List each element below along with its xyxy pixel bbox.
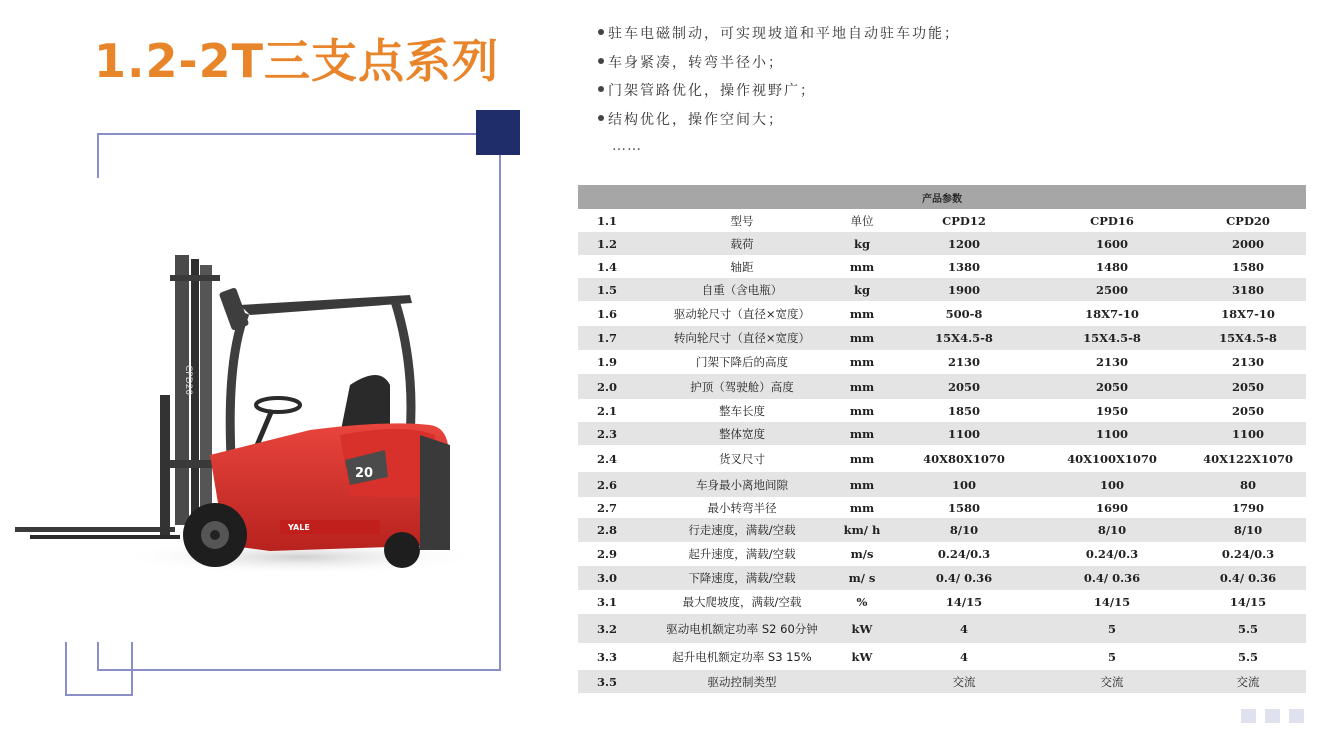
spec-cell-cpd20: 2000 xyxy=(1190,232,1306,255)
spec-cell-cpd20: 2050 xyxy=(1232,403,1265,418)
table-row xyxy=(578,399,1306,422)
spec-cell-cpd20: 5.5 xyxy=(1190,614,1306,643)
spec-cell-item: 整体宽度 xyxy=(654,422,830,445)
table-row xyxy=(578,326,1306,350)
feature-text: 驻车电磁制动，可实现坡道和平地自动驻车功能； xyxy=(608,26,960,42)
frame-left-bottom-stub xyxy=(97,642,99,671)
spec-cell-cpd16: 1950 xyxy=(1095,403,1128,418)
spec-cell-no: 1.5 xyxy=(578,278,654,301)
table-row xyxy=(578,422,1306,445)
svg-text:CPD20: CPD20 xyxy=(183,365,193,396)
forklift-badge-text: 20 xyxy=(355,466,374,481)
spec-cell-no: 2.7 xyxy=(597,500,618,515)
spec-cell-unit: kg xyxy=(830,278,894,301)
spec-cell-no: 2.0 xyxy=(578,374,654,399)
spec-cell-cpd12: 1580 xyxy=(947,500,980,515)
spec-cell-cpd16: CPD16 xyxy=(1090,213,1134,228)
spec-cell-no: 2.3 xyxy=(578,422,654,445)
spec-cell-unit: m/ s xyxy=(830,566,894,590)
table-row xyxy=(578,301,1306,326)
spec-cell-no: 2.1 xyxy=(597,403,618,418)
spec-cell-no: 1.7 xyxy=(578,326,654,350)
spec-cell-cpd20: 1100 xyxy=(1190,422,1306,445)
spec-cell-unit: km/ h xyxy=(830,518,894,542)
spec-cell-cpd16: 1480 xyxy=(1095,259,1128,274)
spec-cell-item: 自重（含电瓶） xyxy=(654,278,830,301)
spec-cell-unit: mm xyxy=(830,374,894,399)
page-dot xyxy=(1265,709,1280,723)
spec-cell-cpd12: 15X4.5-8 xyxy=(894,326,1034,350)
spec-cell-no: 2.4 xyxy=(597,451,618,466)
table-row xyxy=(578,232,1306,255)
spec-cell-cpd16: 0.24/0.3 xyxy=(1085,547,1139,561)
table-row xyxy=(578,590,1306,614)
spec-cell-no: 2.6 xyxy=(578,472,654,497)
table-row xyxy=(578,614,1306,643)
spec-cell-item: 型号 xyxy=(730,213,754,228)
feature-text: 门架管路优化，操作视野广； xyxy=(608,83,816,99)
spec-cell-cpd20: 15X4.5-8 xyxy=(1190,326,1306,350)
table-row xyxy=(578,278,1306,301)
spec-cell-unit: mm xyxy=(849,355,875,369)
feature-text: 车身紧凑，转弯半径小； xyxy=(608,54,784,71)
spec-cell-no: 3.2 xyxy=(578,614,654,643)
spec-cell-unit: mm xyxy=(849,500,875,515)
corner-bracket-vertical-right xyxy=(131,642,133,696)
spec-cell-no: 1.2 xyxy=(578,232,654,255)
table-row xyxy=(578,670,1306,693)
spec-cell-cpd20: 0.4/ 0.36 xyxy=(1190,566,1306,590)
spec-cell-unit: mm xyxy=(849,451,875,466)
feature-more-ellipsis: …… xyxy=(612,138,642,154)
table-row xyxy=(578,497,1306,518)
spec-cell-unit: mm xyxy=(849,403,875,418)
spec-cell-cpd12: 14/15 xyxy=(945,595,983,609)
spec-cell-item: 最小转弯半径 xyxy=(707,500,777,515)
spec-cell-item: 轴距 xyxy=(730,259,754,274)
spec-cell-cpd16: 1690 xyxy=(1095,500,1128,515)
feature-item xyxy=(598,106,960,135)
frame-left-stub xyxy=(97,133,99,178)
spec-cell-item: 驱动控制类型 xyxy=(654,670,830,693)
spec-cell-cpd12: 4 xyxy=(894,614,1034,643)
spec-cell-no: 1.6 xyxy=(597,306,618,321)
table-row xyxy=(578,542,1306,566)
spec-cell-item: 护顶（驾驶舱）高度 xyxy=(654,374,830,399)
feature-item xyxy=(598,20,960,49)
table-row xyxy=(578,472,1306,497)
spec-table xyxy=(578,185,1306,693)
spec-cell-no: 3.0 xyxy=(578,566,654,590)
spec-cell-cpd12: CPD12 xyxy=(942,213,986,228)
spec-cell-cpd16: 2050 xyxy=(1034,374,1190,399)
spec-cell-cpd20: CPD20 xyxy=(1226,213,1270,228)
spec-cell-cpd12: 100 xyxy=(894,472,1034,497)
spec-cell-cpd16: 15X4.5-8 xyxy=(1034,326,1190,350)
spec-cell-cpd20: 14/15 xyxy=(1229,595,1267,609)
spec-cell-item: 下降速度，满载/空载 xyxy=(654,566,830,590)
page-dot xyxy=(1289,709,1304,723)
spec-cell-cpd20: 5.5 xyxy=(1238,649,1259,664)
spec-cell-cpd20: 40X122X1070 xyxy=(1203,451,1293,466)
feature-list xyxy=(598,20,960,134)
spec-cell-item: 行走速度，满载/空载 xyxy=(654,518,830,542)
spec-cell-item: 起升速度，满载/空载 xyxy=(688,547,796,561)
frame-right-line xyxy=(499,133,501,671)
spec-cell-item: 门架下降后的高度 xyxy=(696,355,788,369)
spec-cell-cpd12: 4 xyxy=(959,649,968,664)
feature-item xyxy=(598,77,960,106)
table-row xyxy=(578,643,1306,670)
spec-cell-cpd20: 1790 xyxy=(1232,500,1265,515)
forklift-logo-text: YALE xyxy=(288,523,310,532)
spec-cell-cpd12: 1850 xyxy=(947,403,980,418)
spec-cell-unit: mm xyxy=(849,259,875,274)
spec-cell-cpd16: 8/10 xyxy=(1034,518,1190,542)
spec-cell-cpd20: 2130 xyxy=(1232,355,1265,369)
spec-cell-no: 2.9 xyxy=(597,547,618,561)
spec-cell-cpd16: 1100 xyxy=(1034,422,1190,445)
spec-cell-unit: kg xyxy=(830,232,894,255)
spec-cell-unit: mm xyxy=(849,306,875,321)
spec-table-caption: 产品参数 xyxy=(578,185,1306,209)
spec-cell-cpd16: 100 xyxy=(1034,472,1190,497)
spec-cell-cpd16: 交流 xyxy=(1034,670,1190,693)
spec-cell-cpd20: 2050 xyxy=(1190,374,1306,399)
spec-cell-cpd12: 0.4/ 0.36 xyxy=(894,566,1034,590)
spec-cell-cpd16: 5 xyxy=(1107,649,1116,664)
spec-cell-no: 3.1 xyxy=(597,595,618,609)
spec-table-caption-row xyxy=(578,185,1306,209)
spec-cell-item: 转向轮尺寸（直径×宽度） xyxy=(654,326,830,350)
spec-cell-cpd12: 1100 xyxy=(894,422,1034,445)
spec-cell-item: 车身最小离地间隙 xyxy=(654,472,830,497)
spec-cell-cpd20: 8/10 xyxy=(1190,518,1306,542)
table-row xyxy=(578,350,1306,374)
spec-cell-no: 1.9 xyxy=(597,355,618,369)
spec-cell-item: 驱动轮尺寸（直径×宽度） xyxy=(673,306,811,321)
spec-cell-cpd16: 5 xyxy=(1034,614,1190,643)
page-indicator xyxy=(1241,709,1304,723)
spec-cell-item: 整车长度 xyxy=(719,403,765,418)
spec-cell-unit: 单位 xyxy=(850,213,874,228)
spec-cell-cpd16: 14/15 xyxy=(1093,595,1131,609)
spec-cell-cpd12: 1380 xyxy=(947,259,980,274)
table-row xyxy=(578,566,1306,590)
spec-cell-no: 3.3 xyxy=(597,649,618,664)
spec-cell-item: 起升电机额定功率 S3 15% xyxy=(672,649,812,664)
spec-cell-unit xyxy=(830,670,894,693)
spec-cell-cpd20: 3180 xyxy=(1190,278,1306,301)
table-row xyxy=(578,518,1306,542)
table-row xyxy=(578,209,1306,232)
spec-cell-cpd20: 0.24/0.3 xyxy=(1221,547,1275,561)
forklift-image xyxy=(10,245,480,585)
page-title: 1.2-2T三支点系列 xyxy=(94,34,499,88)
table-row xyxy=(578,255,1306,278)
spec-cell-cpd20: 交流 xyxy=(1190,670,1306,693)
spec-cell-unit: % xyxy=(856,595,868,609)
page-dot xyxy=(1241,709,1256,723)
frame-bottom-line xyxy=(97,669,501,671)
spec-cell-cpd16: 2130 xyxy=(1095,355,1128,369)
spec-cell-unit: mm xyxy=(830,326,894,350)
spec-cell-cpd12: 40X80X1070 xyxy=(923,451,1005,466)
spec-cell-item: 驱动电机额定功率 S2 60分钟 xyxy=(654,614,830,643)
spec-cell-cpd12: 500-8 xyxy=(945,306,983,321)
table-row xyxy=(578,445,1306,472)
spec-cell-cpd16: 18X7-10 xyxy=(1085,306,1139,321)
table-row xyxy=(578,374,1306,399)
spec-cell-unit: mm xyxy=(830,472,894,497)
spec-cell-unit: m/s xyxy=(850,547,874,561)
spec-cell-cpd16: 1600 xyxy=(1034,232,1190,255)
spec-cell-no: 3.5 xyxy=(578,670,654,693)
spec-cell-no: 1.4 xyxy=(597,259,618,274)
spec-cell-cpd12: 1200 xyxy=(894,232,1034,255)
bullet-icon xyxy=(598,86,604,92)
bullet-icon xyxy=(598,58,604,64)
spec-cell-unit: mm xyxy=(830,422,894,445)
spec-cell-cpd12: 2050 xyxy=(894,374,1034,399)
spec-cell-unit: kW xyxy=(851,649,873,664)
navy-accent-square xyxy=(476,110,520,155)
spec-cell-cpd20: 18X7-10 xyxy=(1221,306,1275,321)
bullet-icon xyxy=(598,115,604,121)
bullet-icon xyxy=(598,29,604,35)
spec-cell-cpd12: 交流 xyxy=(894,670,1034,693)
spec-table-body xyxy=(578,209,1306,693)
feature-item xyxy=(598,49,960,78)
spec-cell-cpd20: 1580 xyxy=(1232,259,1265,274)
spec-cell-cpd12: 2130 xyxy=(947,355,980,369)
spec-cell-item: 最大爬坡度，满载/空载 xyxy=(682,595,802,609)
spec-cell-item: 货叉尺寸 xyxy=(719,451,765,466)
corner-bracket-horizontal xyxy=(65,694,133,696)
spec-cell-no: 1.1 xyxy=(597,213,618,228)
feature-text: 结构优化，操作空间大； xyxy=(608,111,784,128)
frame-top-line xyxy=(97,133,499,135)
spec-cell-item: 载荷 xyxy=(654,232,830,255)
spec-cell-cpd12: 8/10 xyxy=(894,518,1034,542)
spec-cell-cpd12: 0.24/0.3 xyxy=(937,547,991,561)
spec-cell-no: 2.8 xyxy=(578,518,654,542)
spec-cell-cpd20: 80 xyxy=(1190,472,1306,497)
spec-cell-unit: kW xyxy=(830,614,894,643)
spec-cell-cpd12: 1900 xyxy=(894,278,1034,301)
corner-bracket-vertical-left xyxy=(65,642,67,696)
spec-cell-cpd16: 2500 xyxy=(1034,278,1190,301)
spec-cell-cpd16: 40X100X1070 xyxy=(1067,451,1157,466)
spec-cell-cpd16: 0.4/ 0.36 xyxy=(1034,566,1190,590)
